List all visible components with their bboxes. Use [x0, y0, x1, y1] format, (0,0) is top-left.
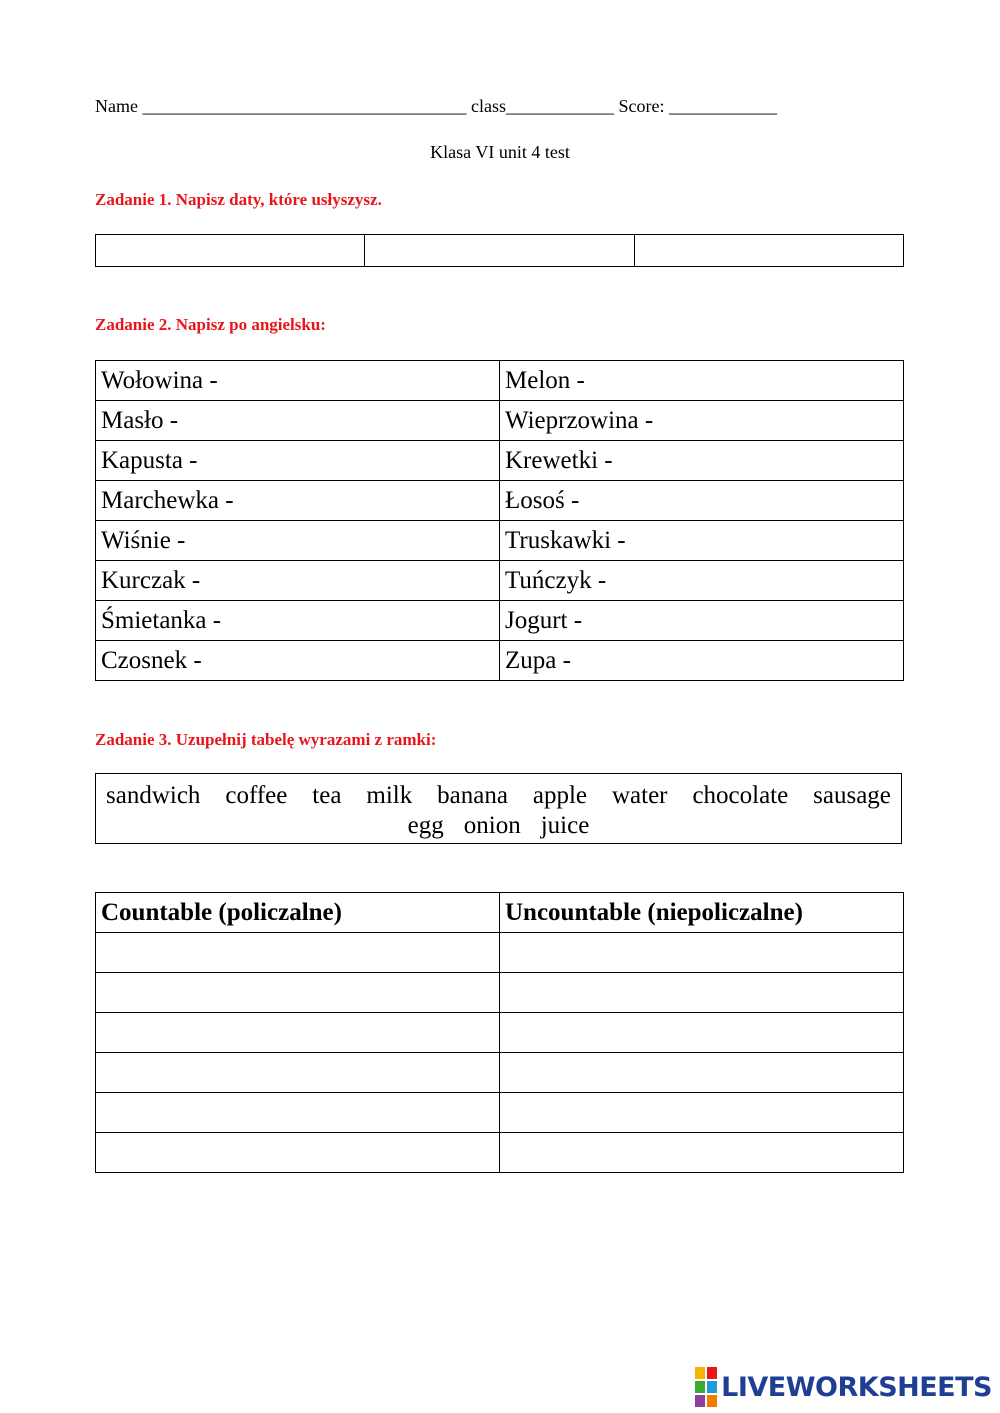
vocab-row: [96, 441, 904, 481]
vocab-cell[interactable]: Jogurt -: [500, 601, 904, 641]
vocab-cell[interactable]: Czosnek -: [96, 641, 500, 681]
liveworksheets-logo-icon: [695, 1367, 717, 1407]
word-item: chocolate: [692, 782, 789, 809]
name-label: Name: [95, 96, 138, 116]
task3-title: Zadanie 3. Uzupełnij tabelę wyrazami z ramki:: [95, 730, 437, 749]
sort-header-row: [96, 893, 904, 933]
vocab-row: [96, 641, 904, 681]
word-item: coffee: [225, 782, 288, 809]
logo-tile: [695, 1395, 705, 1407]
word-item: egg: [407, 812, 444, 839]
countable-header: Countable (policzalne): [96, 893, 500, 933]
class-blank[interactable]: ____________: [505, 96, 614, 116]
task1-title: Zadanie 1. Napisz daty, które usłyszysz.: [95, 190, 382, 209]
word-item: apple: [532, 782, 588, 809]
vocab-cell[interactable]: Melon -: [500, 361, 904, 401]
countable-answer-cell[interactable]: [96, 1133, 500, 1173]
sort-row: [96, 1133, 904, 1173]
uncountable-answer-cell[interactable]: [500, 973, 904, 1013]
watermark-text: LIVEWORKSHEETS: [721, 1371, 992, 1403]
word-box: [95, 773, 902, 844]
name-blank[interactable]: ____________________________________: [142, 96, 467, 116]
liveworksheets-watermark: [695, 1367, 992, 1407]
dates-row: [96, 235, 904, 267]
uncountable-header: Uncountable (niepoliczalne): [500, 893, 904, 933]
countable-answer-cell[interactable]: [96, 973, 500, 1013]
vocab-cell[interactable]: Kurczak -: [96, 561, 500, 601]
logo-tile: [707, 1381, 717, 1393]
word-item: tea: [312, 782, 342, 809]
sort-row: [96, 1093, 904, 1133]
vocab-row: [96, 401, 904, 441]
countable-answer-cell[interactable]: [96, 1093, 500, 1133]
countable-answer-cell[interactable]: [96, 933, 500, 973]
vocab-cell[interactable]: Wołowina -: [96, 361, 500, 401]
vocab-cell[interactable]: Masło -: [96, 401, 500, 441]
date-answer-cell[interactable]: [96, 235, 365, 267]
sort-row: [96, 973, 904, 1013]
vocab-cell[interactable]: Truskawki -: [500, 521, 904, 561]
uncountable-answer-cell[interactable]: [500, 1053, 904, 1093]
uncountable-answer-cell[interactable]: [500, 1133, 904, 1173]
word-item: milk: [366, 782, 413, 809]
vocab-cell[interactable]: Śmietanka -: [96, 601, 500, 641]
vocab-cell[interactable]: Tuńczyk -: [500, 561, 904, 601]
uncountable-answer-cell[interactable]: [500, 1093, 904, 1133]
logo-tile: [695, 1381, 705, 1393]
vocab-row: [96, 481, 904, 521]
task2-title: Zadanie 2. Napisz po angielsku:: [95, 315, 326, 334]
score-blank[interactable]: ____________: [668, 96, 777, 116]
word-item: sandwich: [106, 782, 201, 809]
logo-tile: [695, 1367, 705, 1379]
student-info-line: [95, 96, 905, 117]
sort-row: [96, 1013, 904, 1053]
word-box-row: [96, 812, 901, 840]
dates-table: [95, 234, 904, 267]
uncountable-answer-cell[interactable]: [500, 933, 904, 973]
document-title: Klasa VI unit 4 test: [430, 142, 570, 162]
word-item: water: [611, 782, 668, 809]
vocab-row: [96, 601, 904, 641]
vocab-cell[interactable]: Zupa -: [500, 641, 904, 681]
sort-row: [96, 933, 904, 973]
word-item: juice: [540, 812, 590, 839]
vocab-cell[interactable]: Kapusta -: [96, 441, 500, 481]
vocab-cell[interactable]: Marchewka -: [96, 481, 500, 521]
countable-answer-cell[interactable]: [96, 1013, 500, 1053]
word-item: onion: [463, 812, 521, 839]
vocab-cell[interactable]: Łosoś -: [500, 481, 904, 521]
word-box-row: [96, 774, 901, 810]
logo-tile: [707, 1367, 717, 1379]
countable-answer-cell[interactable]: [96, 1053, 500, 1093]
vocab-cell[interactable]: Wiśnie -: [96, 521, 500, 561]
score-label: Score:: [618, 96, 665, 116]
sort-row: [96, 1053, 904, 1093]
vocab-row: [96, 561, 904, 601]
date-answer-cell[interactable]: [365, 235, 634, 267]
date-answer-cell[interactable]: [634, 235, 903, 267]
logo-tile: [707, 1395, 717, 1407]
uncountable-answer-cell[interactable]: [500, 1013, 904, 1053]
vocab-cell[interactable]: Krewetki -: [500, 441, 904, 481]
sort-table: [95, 892, 904, 1173]
word-item: banana: [437, 782, 508, 809]
vocab-table: [95, 360, 904, 681]
vocab-cell[interactable]: Wieprzowina -: [500, 401, 904, 441]
vocab-row: [96, 361, 904, 401]
word-item: sausage: [813, 782, 891, 809]
class-label: class: [470, 96, 506, 116]
vocab-row: [96, 521, 904, 561]
